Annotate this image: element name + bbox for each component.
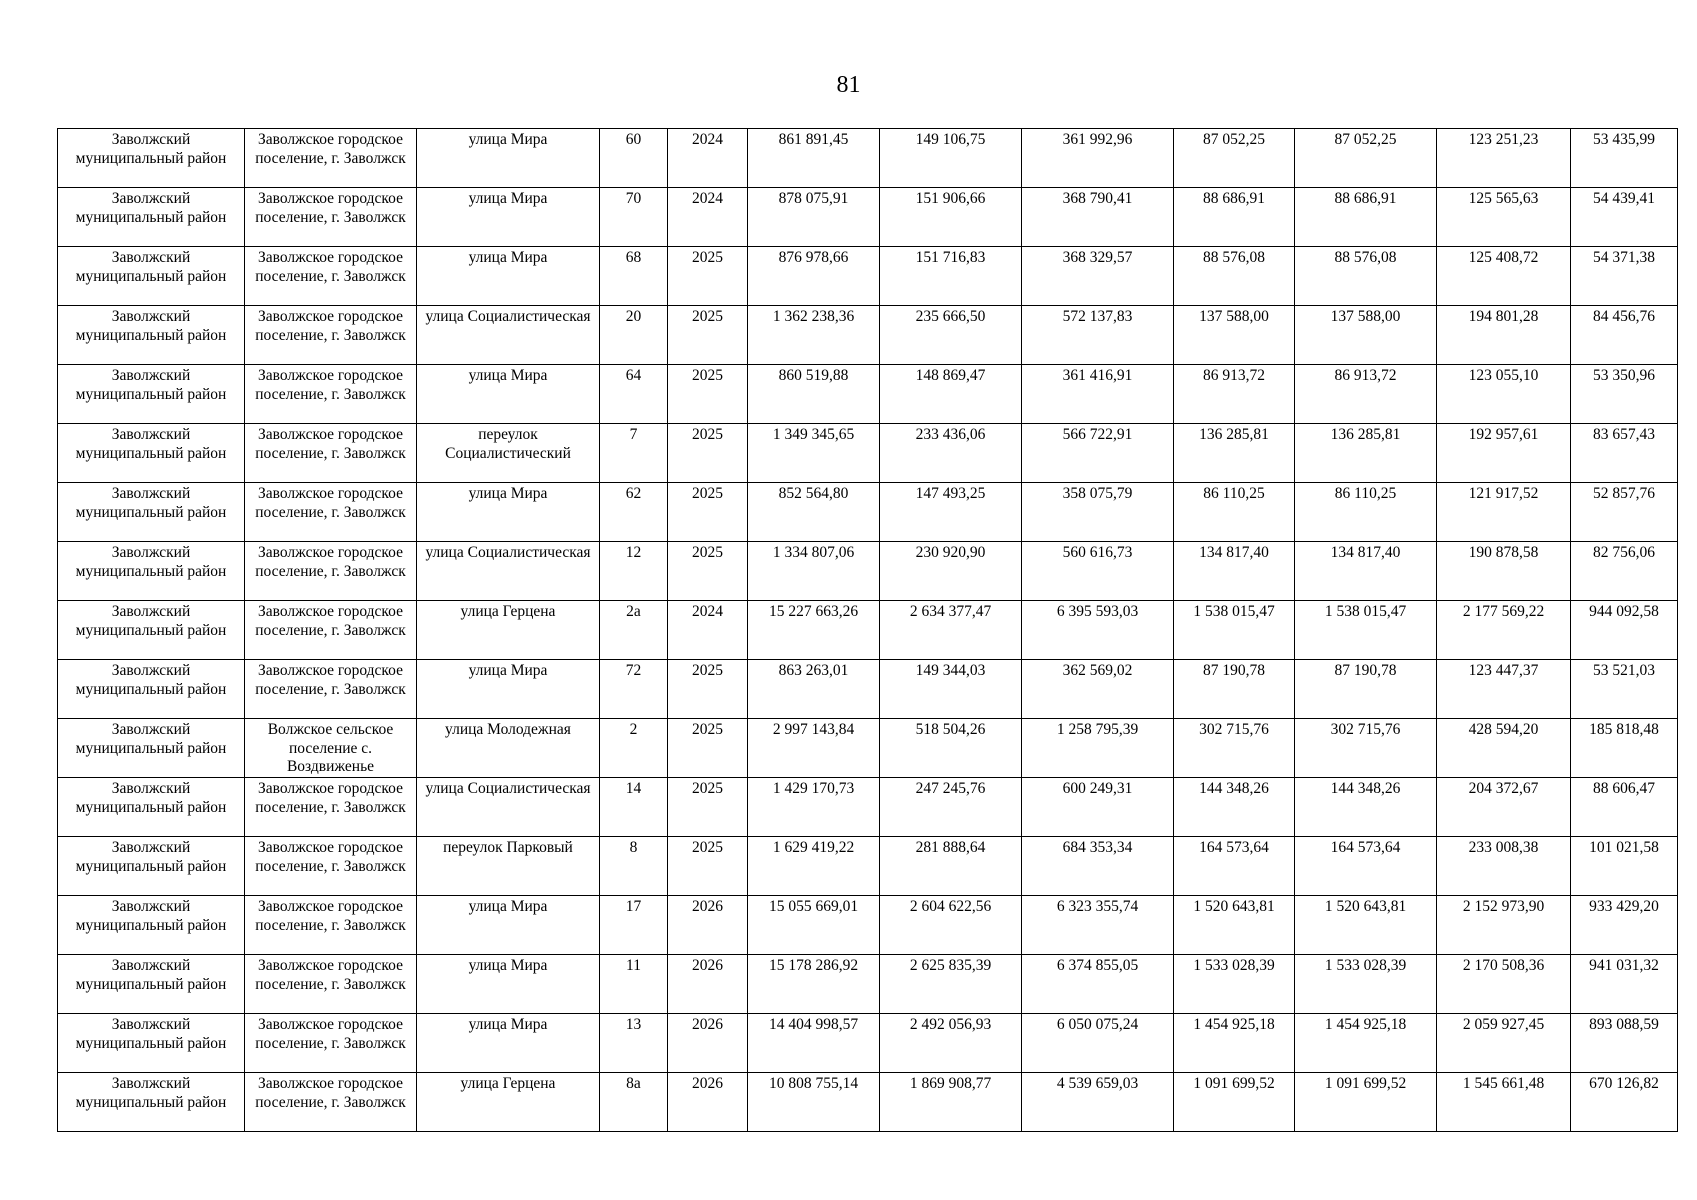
- total-cost-cell: 1 429 170,73: [748, 778, 880, 837]
- cost-cell-7: 185 818,48: [1571, 719, 1678, 778]
- cost-cell-6: 194 801,28: [1437, 306, 1571, 365]
- cost-cell-3: 6 323 355,74: [1022, 896, 1174, 955]
- district-cell: Заволжский муниципальный район: [58, 247, 245, 306]
- cost-cell-2: 2 492 056,93: [880, 1014, 1022, 1073]
- cost-cell-2: 281 888,64: [880, 837, 1022, 896]
- street-cell: улица Молодежная: [417, 719, 600, 778]
- cost-cell-7: 53 521,03: [1571, 660, 1678, 719]
- cost-cell-2: 151 716,83: [880, 247, 1022, 306]
- year-cell: 2025: [668, 306, 748, 365]
- street-cell: улица Мира: [417, 247, 600, 306]
- cost-cell-2: 149 106,75: [880, 129, 1022, 188]
- cost-cell-4: 87 052,25: [1174, 129, 1295, 188]
- house-number-cell: 7: [600, 424, 668, 483]
- table-row: [58, 129, 1678, 188]
- cost-cell-5: 87 052,25: [1295, 129, 1437, 188]
- cost-cell-5: 1 538 015,47: [1295, 601, 1437, 660]
- cost-cell-4: 88 576,08: [1174, 247, 1295, 306]
- cost-cell-4: 86 110,25: [1174, 483, 1295, 542]
- table-row: [58, 601, 1678, 660]
- table-row: [58, 778, 1678, 837]
- house-number-cell: 20: [600, 306, 668, 365]
- cost-cell-3: 361 416,91: [1022, 365, 1174, 424]
- cost-cell-5: 88 576,08: [1295, 247, 1437, 306]
- cost-cell-2: 2 625 835,39: [880, 955, 1022, 1014]
- cost-cell-4: 1 538 015,47: [1174, 601, 1295, 660]
- cost-cell-7: 82 756,06: [1571, 542, 1678, 601]
- year-cell: 2025: [668, 837, 748, 896]
- cost-cell-3: 368 329,57: [1022, 247, 1174, 306]
- cost-cell-4: 136 285,81: [1174, 424, 1295, 483]
- house-number-cell: 60: [600, 129, 668, 188]
- year-cell: 2026: [668, 1073, 748, 1132]
- cost-cell-6: 2 059 927,45: [1437, 1014, 1571, 1073]
- cost-cell-3: 560 616,73: [1022, 542, 1174, 601]
- cost-cell-7: 84 456,76: [1571, 306, 1678, 365]
- cost-cell-6: 428 594,20: [1437, 719, 1571, 778]
- cost-cell-4: 1 520 643,81: [1174, 896, 1295, 955]
- district-cell: Заволжский муниципальный район: [58, 1014, 245, 1073]
- district-cell: Заволжский муниципальный район: [58, 955, 245, 1014]
- cost-cell-3: 362 569,02: [1022, 660, 1174, 719]
- district-cell: Заволжский муниципальный район: [58, 542, 245, 601]
- cost-cell-5: 302 715,76: [1295, 719, 1437, 778]
- cost-cell-4: 164 573,64: [1174, 837, 1295, 896]
- settlement-cell: Заволжское городское поселение, г. Заволжск: [245, 247, 417, 306]
- cost-cell-5: 86 110,25: [1295, 483, 1437, 542]
- total-cost-cell: 15 178 286,92: [748, 955, 880, 1014]
- house-number-cell: 72: [600, 660, 668, 719]
- settlement-cell: Заволжское городское поселение, г. Заволжск: [245, 896, 417, 955]
- year-cell: 2026: [668, 896, 748, 955]
- cost-cell-7: 88 606,47: [1571, 778, 1678, 837]
- cost-cell-3: 684 353,34: [1022, 837, 1174, 896]
- street-cell: улица Мира: [417, 1014, 600, 1073]
- cost-cell-6: 1 545 661,48: [1437, 1073, 1571, 1132]
- settlement-cell: Заволжское городское поселение, г. Заволжск: [245, 778, 417, 837]
- cost-cell-3: 361 992,96: [1022, 129, 1174, 188]
- cost-cell-5: 1 520 643,81: [1295, 896, 1437, 955]
- cost-cell-3: 6 050 075,24: [1022, 1014, 1174, 1073]
- table-row: [58, 955, 1678, 1014]
- table-row: [58, 247, 1678, 306]
- cost-cell-5: 137 588,00: [1295, 306, 1437, 365]
- total-cost-cell: 14 404 998,57: [748, 1014, 880, 1073]
- page-number: 81: [836, 72, 861, 98]
- table-row: [58, 542, 1678, 601]
- cost-cell-7: 944 092,58: [1571, 601, 1678, 660]
- cost-cell-3: 6 395 593,03: [1022, 601, 1174, 660]
- street-cell: улица Социалистическая: [417, 778, 600, 837]
- cost-cell-7: 933 429,20: [1571, 896, 1678, 955]
- district-cell: Заволжский муниципальный район: [58, 719, 245, 778]
- house-number-cell: 2а: [600, 601, 668, 660]
- cost-cell-4: 87 190,78: [1174, 660, 1295, 719]
- cost-cell-5: 1 454 925,18: [1295, 1014, 1437, 1073]
- settlement-cell: Волжское сельское поселение с. Воздвиженье: [245, 719, 417, 778]
- table-row: [58, 660, 1678, 719]
- capital-repair-table: [57, 128, 1678, 1132]
- cost-cell-5: 164 573,64: [1295, 837, 1437, 896]
- settlement-cell: Заволжское городское поселение, г. Заволжск: [245, 483, 417, 542]
- cost-cell-7: 893 088,59: [1571, 1014, 1678, 1073]
- total-cost-cell: 15 227 663,26: [748, 601, 880, 660]
- cost-cell-7: 83 657,43: [1571, 424, 1678, 483]
- house-number-cell: 62: [600, 483, 668, 542]
- cost-cell-5: 86 913,72: [1295, 365, 1437, 424]
- total-cost-cell: 1 362 238,36: [748, 306, 880, 365]
- table-row: [58, 188, 1678, 247]
- cost-cell-4: 1 454 925,18: [1174, 1014, 1295, 1073]
- cost-cell-4: 1 533 028,39: [1174, 955, 1295, 1014]
- cost-cell-7: 53 350,96: [1571, 365, 1678, 424]
- settlement-cell: Заволжское городское поселение, г. Заволжск: [245, 365, 417, 424]
- street-cell: улица Мира: [417, 188, 600, 247]
- cost-cell-7: 54 371,38: [1571, 247, 1678, 306]
- cost-cell-3: 1 258 795,39: [1022, 719, 1174, 778]
- year-cell: 2025: [668, 483, 748, 542]
- street-cell: улица Герцена: [417, 1073, 600, 1132]
- settlement-cell: Заволжское городское поселение, г. Заволжск: [245, 542, 417, 601]
- table-row: [58, 1073, 1678, 1132]
- cost-cell-3: 358 075,79: [1022, 483, 1174, 542]
- cost-cell-5: 1 091 699,52: [1295, 1073, 1437, 1132]
- street-cell: улица Социалистическая: [417, 306, 600, 365]
- table-row: [58, 719, 1678, 778]
- cost-cell-2: 151 906,66: [880, 188, 1022, 247]
- table-row: [58, 424, 1678, 483]
- table-row: [58, 896, 1678, 955]
- house-number-cell: 8: [600, 837, 668, 896]
- year-cell: 2024: [668, 601, 748, 660]
- street-cell: улица Мира: [417, 660, 600, 719]
- cost-cell-6: 192 957,61: [1437, 424, 1571, 483]
- cost-cell-5: 88 686,91: [1295, 188, 1437, 247]
- house-number-cell: 2: [600, 719, 668, 778]
- street-cell: улица Социалистическая: [417, 542, 600, 601]
- year-cell: 2025: [668, 778, 748, 837]
- cost-cell-3: 572 137,83: [1022, 306, 1174, 365]
- district-cell: Заволжский муниципальный район: [58, 483, 245, 542]
- district-cell: Заволжский муниципальный район: [58, 660, 245, 719]
- cost-cell-2: 518 504,26: [880, 719, 1022, 778]
- house-number-cell: 12: [600, 542, 668, 601]
- total-cost-cell: 2 997 143,84: [748, 719, 880, 778]
- table-row: [58, 306, 1678, 365]
- total-cost-cell: 878 075,91: [748, 188, 880, 247]
- year-cell: 2024: [668, 188, 748, 247]
- cost-cell-7: 101 021,58: [1571, 837, 1678, 896]
- table-row: [58, 837, 1678, 896]
- house-number-cell: 17: [600, 896, 668, 955]
- cost-cell-3: 600 249,31: [1022, 778, 1174, 837]
- district-cell: Заволжский муниципальный район: [58, 188, 245, 247]
- total-cost-cell: 852 564,80: [748, 483, 880, 542]
- district-cell: Заволжский муниципальный район: [58, 365, 245, 424]
- year-cell: 2025: [668, 365, 748, 424]
- cost-cell-5: 87 190,78: [1295, 660, 1437, 719]
- house-number-cell: 8а: [600, 1073, 668, 1132]
- house-number-cell: 11: [600, 955, 668, 1014]
- settlement-cell: Заволжское городское поселение, г. Заволжск: [245, 660, 417, 719]
- year-cell: 2025: [668, 542, 748, 601]
- house-number-cell: 64: [600, 365, 668, 424]
- house-number-cell: 68: [600, 247, 668, 306]
- cost-cell-6: 2 177 569,22: [1437, 601, 1571, 660]
- total-cost-cell: 15 055 669,01: [748, 896, 880, 955]
- cost-cell-4: 134 817,40: [1174, 542, 1295, 601]
- district-cell: Заволжский муниципальный район: [58, 129, 245, 188]
- cost-cell-4: 302 715,76: [1174, 719, 1295, 778]
- year-cell: 2025: [668, 719, 748, 778]
- settlement-cell: Заволжское городское поселение, г. Заволжск: [245, 601, 417, 660]
- cost-cell-4: 144 348,26: [1174, 778, 1295, 837]
- cost-cell-2: 233 436,06: [880, 424, 1022, 483]
- total-cost-cell: 10 808 755,14: [748, 1073, 880, 1132]
- district-cell: Заволжский муниципальный район: [58, 837, 245, 896]
- cost-cell-5: 136 285,81: [1295, 424, 1437, 483]
- street-cell: переулок Социалистический: [417, 424, 600, 483]
- cost-cell-5: 144 348,26: [1295, 778, 1437, 837]
- house-number-cell: 14: [600, 778, 668, 837]
- year-cell: 2025: [668, 247, 748, 306]
- district-cell: Заволжский муниципальный район: [58, 424, 245, 483]
- cost-cell-7: 52 857,76: [1571, 483, 1678, 542]
- table-row: [58, 365, 1678, 424]
- cost-cell-3: 368 790,41: [1022, 188, 1174, 247]
- year-cell: 2025: [668, 660, 748, 719]
- total-cost-cell: 860 519,88: [748, 365, 880, 424]
- cost-cell-7: 53 435,99: [1571, 129, 1678, 188]
- table-row: [58, 483, 1678, 542]
- cost-cell-2: 235 666,50: [880, 306, 1022, 365]
- total-cost-cell: 861 891,45: [748, 129, 880, 188]
- settlement-cell: Заволжское городское поселение, г. Заволжск: [245, 188, 417, 247]
- total-cost-cell: 863 263,01: [748, 660, 880, 719]
- cost-cell-7: 54 439,41: [1571, 188, 1678, 247]
- cost-cell-3: 566 722,91: [1022, 424, 1174, 483]
- settlement-cell: Заволжское городское поселение, г. Заволжск: [245, 955, 417, 1014]
- cost-cell-6: 125 408,72: [1437, 247, 1571, 306]
- house-number-cell: 70: [600, 188, 668, 247]
- cost-cell-4: 88 686,91: [1174, 188, 1295, 247]
- settlement-cell: Заволжское городское поселение, г. Заволжск: [245, 306, 417, 365]
- settlement-cell: Заволжское городское поселение, г. Заволжск: [245, 837, 417, 896]
- total-cost-cell: 1 349 345,65: [748, 424, 880, 483]
- year-cell: 2025: [668, 424, 748, 483]
- year-cell: 2024: [668, 129, 748, 188]
- street-cell: улица Герцена: [417, 601, 600, 660]
- cost-cell-2: 1 869 908,77: [880, 1073, 1022, 1132]
- street-cell: улица Мира: [417, 483, 600, 542]
- district-cell: Заволжский муниципальный район: [58, 778, 245, 837]
- cost-cell-4: 86 913,72: [1174, 365, 1295, 424]
- settlement-cell: Заволжское городское поселение, г. Заволжск: [245, 424, 417, 483]
- cost-cell-6: 2 152 973,90: [1437, 896, 1571, 955]
- cost-cell-7: 670 126,82: [1571, 1073, 1678, 1132]
- settlement-cell: Заволжское городское поселение, г. Заволжск: [245, 129, 417, 188]
- settlement-cell: Заволжское городское поселение, г. Заволжск: [245, 1014, 417, 1073]
- cost-cell-2: 148 869,47: [880, 365, 1022, 424]
- cost-cell-6: 190 878,58: [1437, 542, 1571, 601]
- district-cell: Заволжский муниципальный район: [58, 306, 245, 365]
- cost-cell-4: 1 091 699,52: [1174, 1073, 1295, 1132]
- house-number-cell: 13: [600, 1014, 668, 1073]
- street-cell: улица Мира: [417, 955, 600, 1014]
- cost-cell-2: 247 245,76: [880, 778, 1022, 837]
- cost-cell-2: 230 920,90: [880, 542, 1022, 601]
- cost-cell-6: 121 917,52: [1437, 483, 1571, 542]
- cost-cell-2: 149 344,03: [880, 660, 1022, 719]
- cost-cell-3: 4 539 659,03: [1022, 1073, 1174, 1132]
- cost-cell-6: 2 170 508,36: [1437, 955, 1571, 1014]
- district-cell: Заволжский муниципальный район: [58, 896, 245, 955]
- district-cell: Заволжский муниципальный район: [58, 601, 245, 660]
- total-cost-cell: 1 334 807,06: [748, 542, 880, 601]
- total-cost-cell: 1 629 419,22: [748, 837, 880, 896]
- cost-cell-6: 125 565,63: [1437, 188, 1571, 247]
- year-cell: 2026: [668, 955, 748, 1014]
- year-cell: 2026: [668, 1014, 748, 1073]
- cost-cell-6: 123 251,23: [1437, 129, 1571, 188]
- street-cell: переулок Парковый: [417, 837, 600, 896]
- street-cell: улица Мира: [417, 896, 600, 955]
- total-cost-cell: 876 978,66: [748, 247, 880, 306]
- district-cell: Заволжский муниципальный район: [58, 1073, 245, 1132]
- cost-cell-4: 137 588,00: [1174, 306, 1295, 365]
- cost-cell-6: 123 055,10: [1437, 365, 1571, 424]
- cost-cell-2: 2 634 377,47: [880, 601, 1022, 660]
- settlement-cell: Заволжское городское поселение, г. Заволжск: [245, 1073, 417, 1132]
- table-body: [58, 129, 1678, 1132]
- cost-cell-5: 134 817,40: [1295, 542, 1437, 601]
- cost-cell-5: 1 533 028,39: [1295, 955, 1437, 1014]
- cost-cell-3: 6 374 855,05: [1022, 955, 1174, 1014]
- table-row: [58, 1014, 1678, 1073]
- cost-cell-7: 941 031,32: [1571, 955, 1678, 1014]
- street-cell: улица Мира: [417, 129, 600, 188]
- cost-cell-2: 147 493,25: [880, 483, 1022, 542]
- cost-cell-6: 204 372,67: [1437, 778, 1571, 837]
- street-cell: улица Мира: [417, 365, 600, 424]
- cost-cell-2: 2 604 622,56: [880, 896, 1022, 955]
- cost-cell-6: 233 008,38: [1437, 837, 1571, 896]
- cost-cell-6: 123 447,37: [1437, 660, 1571, 719]
